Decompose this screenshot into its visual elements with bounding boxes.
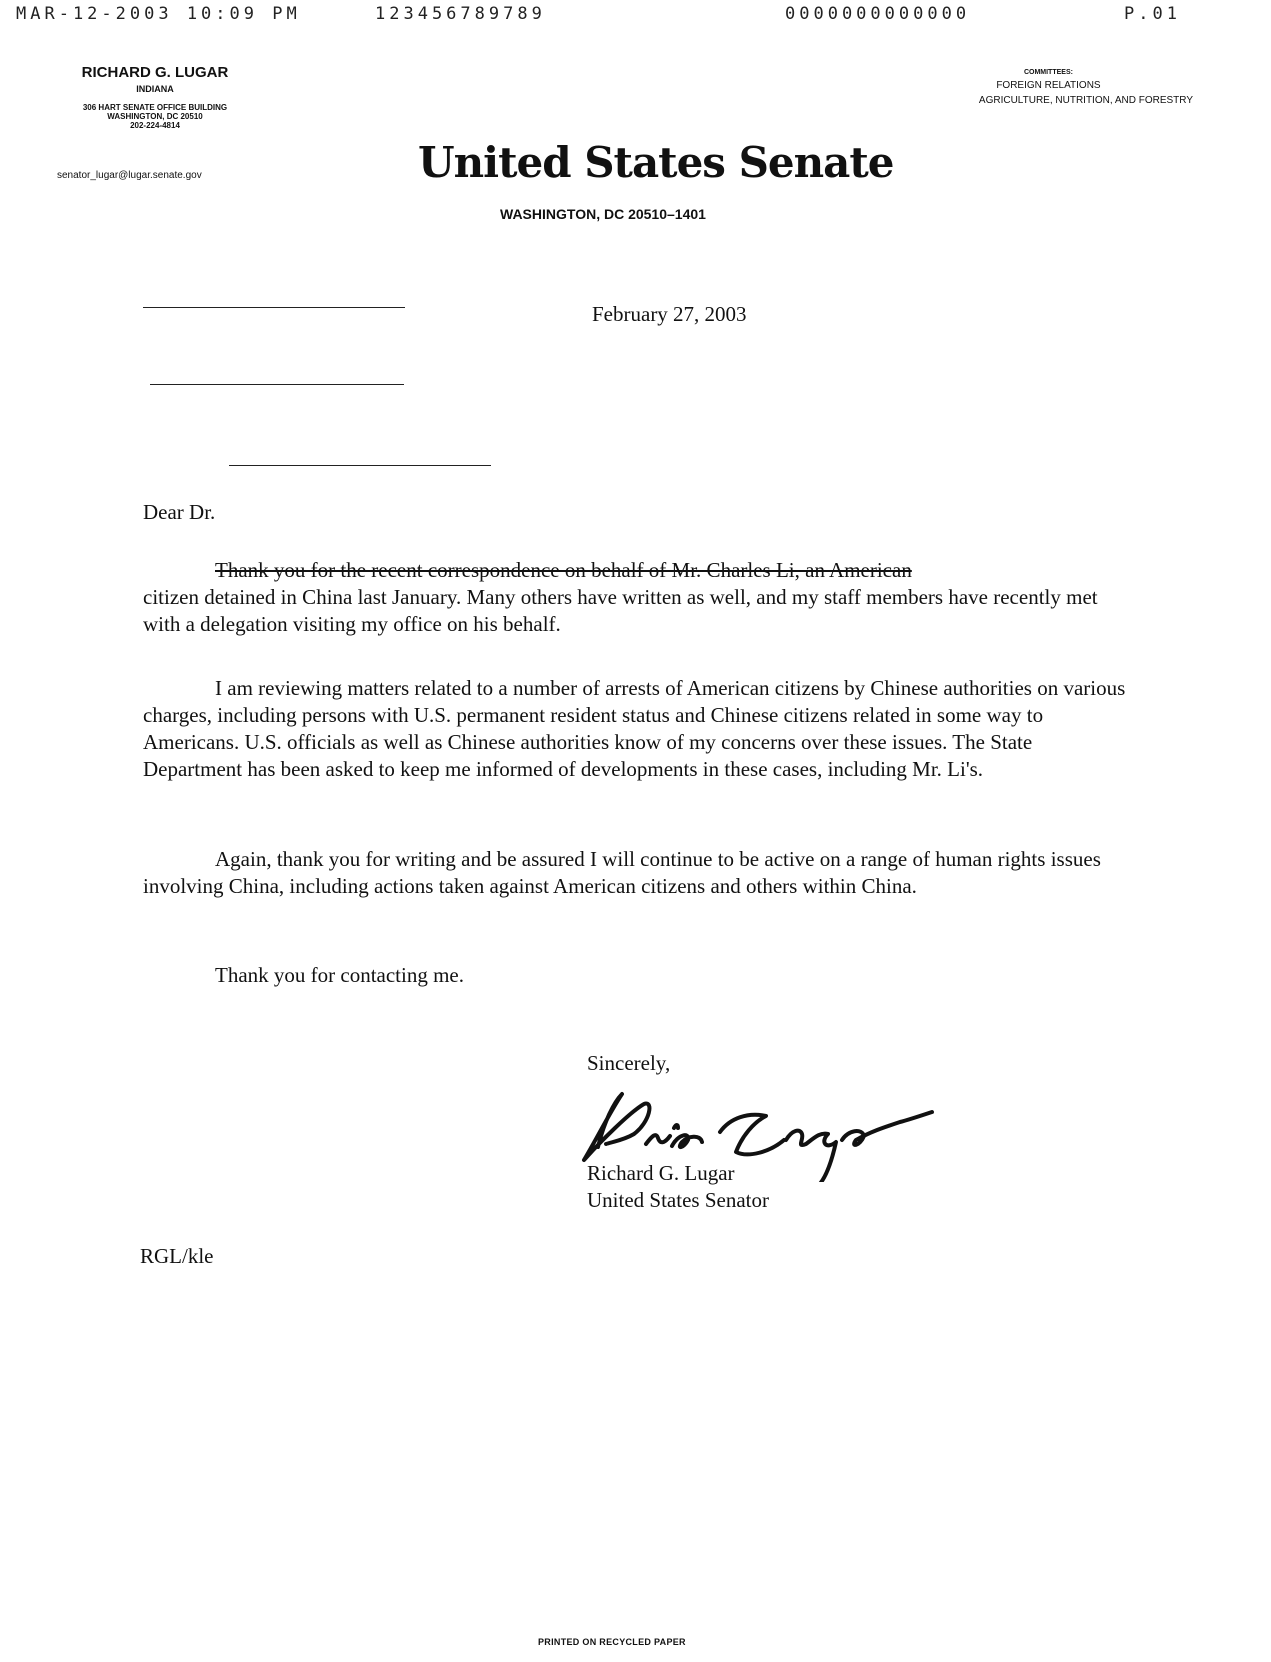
committees-heading: COMMITTEES: [1023,69,1073,76]
valediction: Sincerely, [587,1051,671,1075]
fax-number: 123456789789 [375,4,546,24]
address-blank-line [143,307,405,308]
sender-phone: 202-224-4814 [130,121,180,130]
address-blank-line [150,384,404,385]
paragraph-continuation: citizen detained in China last January. Many others have written as well, and my staff members have recently met with a delegation visiting my office on his behalf. [143,585,1098,636]
committee-item: AGRICULTURE, NUTRITION, AND FORESTRY [978,95,1193,106]
letterhead-title: United States Senate [418,138,894,187]
fax-datetime: MAR-12-2003 10:09 PM [16,4,301,24]
sender-state: INDIANA [136,84,174,94]
body-paragraph: I am reviewing matters related to a number of arrests of American citizens by Chinese authorities on various charges, including persons with U.S. permanent resident status and Chinese citizens related in some way to Americans. U.S. officials as well as Chinese authorities know of my concerns over these issues. The State Department has been asked to keep me informed of developments in these cases, including Mr. Li's. [143,676,1126,781]
sender-block [50,64,260,130]
letterhead-subtitle: WASHINGTON, DC 20510–1401 [500,206,706,222]
typist-initials: RGL/kle [140,1244,214,1268]
sender-address-line1: 306 HART SENATE OFFICE BUILDING [82,103,228,112]
salutation: Dear Dr. [143,500,216,524]
fax-page: P.01 [1124,4,1181,24]
struck-text: Thank you for the recent correspondence on behalf of Mr. Charles Li, an American [215,558,912,582]
sender-name: RICHARD G. LUGAR [81,64,229,81]
committees-block [979,68,1193,108]
sender-address [50,103,260,130]
signer-name: Richard G. Lugar [587,1161,735,1185]
body-paragraph: Thank you for contacting me. [215,963,465,987]
body-paragraph: Again, thank you for writing and be assured I will continue to be active on a range of human rights issues involving China, including actions taken against American citizens and others within China. [143,847,1101,898]
body-paragraph [143,557,1128,638]
signer-title: United States Senator [587,1188,769,1212]
recycled-paper-notice: PRINTED ON RECYCLED PAPER [538,1637,686,1647]
fax-id: 0000000000000 [785,4,971,24]
letter-date: February 27, 2003 [592,302,747,326]
address-blank-line [229,465,491,466]
sender-address-line2: WASHINGTON, DC 20510 [107,112,203,121]
committee-item: FOREIGN RELATIONS [996,80,1101,91]
sender-email: senator_lugar@lugar.senate.gov [57,170,202,181]
